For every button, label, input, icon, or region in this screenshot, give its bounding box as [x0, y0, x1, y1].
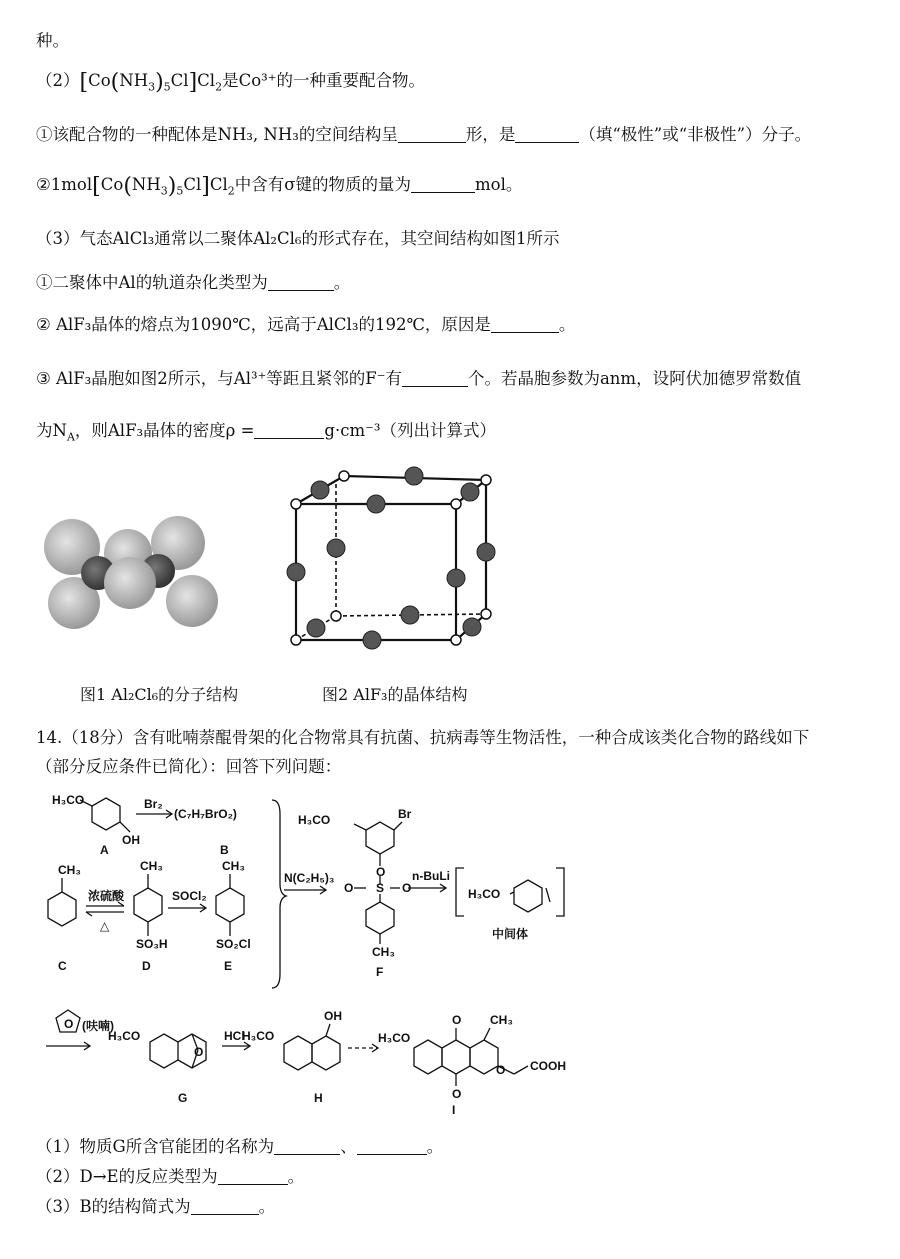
label-o: O	[496, 1063, 506, 1077]
label-so2cl: SO₂Cl	[216, 937, 251, 951]
cl-atom	[166, 575, 218, 627]
al-ion	[291, 499, 301, 509]
al-ion	[331, 611, 341, 621]
label-h3co: H₃CO	[242, 1029, 275, 1043]
label-o: O	[452, 1013, 462, 1027]
formula-part: Cl	[209, 175, 228, 194]
label-cooh: COOH	[530, 1059, 566, 1073]
answer-blank[interactable]	[411, 176, 475, 193]
label-br2: Br₂	[144, 797, 163, 811]
label-ch3: CH₃	[222, 859, 245, 873]
text: 。	[333, 273, 351, 292]
al-ion	[291, 635, 301, 645]
label-a: A	[100, 843, 109, 857]
text: 、	[340, 1137, 357, 1156]
formula-part: Cl	[183, 175, 202, 194]
answer-blank[interactable]	[357, 1138, 427, 1155]
synthesis-scheme	[36, 784, 596, 1124]
al-ion	[481, 609, 491, 619]
ring-g	[150, 1034, 178, 1068]
question-2-1-line	[36, 124, 811, 146]
label-d: D	[142, 959, 151, 973]
text: （1）物质G所含官能团的名称为	[36, 1137, 275, 1156]
f-ion	[405, 467, 423, 485]
text-line	[36, 30, 69, 52]
question-3-1-line	[36, 272, 350, 294]
label-intermediate: 中间体	[492, 927, 529, 941]
formula-sub: A	[66, 430, 75, 444]
text: 中含有σ键的物质的量为	[234, 175, 411, 194]
formula-part: Co	[88, 71, 111, 90]
formula-part: Co	[100, 175, 124, 194]
f-ion	[463, 618, 481, 636]
label-e: E	[224, 959, 233, 973]
label-h: H	[314, 1091, 323, 1105]
text: ①该配合物的一种配体是NH₃, NH₃的空间结构呈	[36, 125, 398, 144]
formula-sub: 2	[215, 80, 223, 94]
question-3-3-cont-line	[36, 420, 496, 448]
answer-blank[interactable]	[268, 274, 334, 291]
ring-h1	[284, 1036, 312, 1070]
label-hcl: HCl	[224, 1029, 245, 1043]
answer-blank[interactable]	[402, 370, 468, 387]
cl-atom	[104, 557, 156, 609]
label-h3co: H₃CO	[52, 793, 85, 807]
label-br: Br	[398, 807, 412, 821]
al-ion	[481, 475, 491, 485]
f-ion	[461, 483, 479, 501]
f-ion	[477, 543, 495, 561]
al-ion	[451, 635, 461, 645]
label-o: O	[402, 881, 412, 895]
ring-f1	[366, 822, 394, 854]
label-o: O	[344, 881, 354, 895]
text: 。	[258, 1197, 276, 1216]
formula-sub: 3	[160, 184, 168, 198]
question-2-2-line: $②1mol[Co(NH_3)_5Cl]Cl_2$中含有σ键的物质的量为 mol。	[36, 174, 523, 199]
answer-blank[interactable]	[254, 422, 324, 439]
label-ch3: CH₃	[58, 863, 81, 877]
label-h3co: H₃CO	[298, 813, 331, 827]
f-ion	[367, 495, 385, 513]
ring-i3	[470, 1040, 498, 1074]
formula-sub: 5	[176, 184, 184, 198]
f-ion	[447, 569, 465, 587]
label-ch3: CH₃	[372, 945, 395, 959]
label-oh: OH	[122, 833, 140, 847]
sub-question-1	[36, 1136, 443, 1158]
question-3-2-line	[36, 314, 575, 336]
f-ion	[311, 481, 329, 499]
question-3-line	[36, 228, 560, 250]
ring-e	[216, 888, 244, 922]
text: ②1mol	[36, 175, 93, 194]
text: ② AlF₃晶体的熔点为1090℃，远高于AlCl₃的192℃，原因是	[36, 315, 491, 334]
label-f: F	[376, 965, 384, 979]
answer-blank[interactable]	[274, 1138, 340, 1155]
label-ch3: CH₃	[140, 859, 163, 873]
text: 。	[558, 315, 576, 334]
label-c: C	[58, 959, 67, 973]
ring-c	[48, 892, 76, 926]
ring-f2	[366, 902, 394, 934]
text: （填“极性”或“非极性”）分子。	[579, 125, 812, 144]
ring-h2	[312, 1036, 340, 1070]
question-14-line	[36, 727, 809, 749]
answer-blank[interactable]	[398, 126, 466, 143]
label-o: O	[194, 1045, 204, 1059]
label-net3: N(C₂H₅)₃	[284, 871, 335, 885]
formula-part: NH	[131, 175, 161, 194]
al-ion	[451, 499, 461, 509]
label-ch3: CH₃	[490, 1013, 513, 1027]
formula-sub: 5	[163, 80, 171, 94]
f-ion	[287, 563, 305, 581]
label-socl2: SOCl₂	[172, 889, 207, 903]
label-n-buli: n-BuLi	[412, 869, 450, 883]
al-ion	[339, 471, 349, 481]
text: 。	[426, 1137, 444, 1156]
label-s: S	[376, 881, 385, 895]
question-14-line2	[36, 756, 341, 778]
label-oh: OH	[324, 1009, 342, 1023]
text: 为N	[36, 421, 67, 440]
label-o: O	[376, 865, 386, 879]
question-number: （2）	[36, 71, 80, 90]
text: （2）D→E的反应类型为	[36, 1167, 218, 1186]
question-3-3-line	[36, 368, 801, 390]
formula-sub: 2	[227, 184, 235, 198]
label-heat: △	[100, 919, 110, 933]
label-conc-h2so4: 浓硫酸	[88, 889, 125, 903]
answer-blank[interactable]	[491, 316, 559, 333]
text: 14.（18分）含有吡喃萘醌骨架的化合物常具有抗菌、抗病毒等生物活性，一种合成该类化合物的路线如下	[36, 728, 810, 747]
f-ion	[307, 619, 325, 637]
label-h3co: H₃CO	[468, 887, 501, 901]
answer-blank[interactable]	[191, 1198, 259, 1215]
label-h3co: H₃CO	[108, 1029, 141, 1043]
ring-d	[134, 888, 162, 922]
label-g: G	[178, 1091, 188, 1105]
text: 是Co³⁺的一种重要配合物。	[222, 71, 425, 90]
label-i: I	[452, 1103, 456, 1117]
answer-blank[interactable]	[515, 126, 579, 143]
formula-sub: 3	[148, 80, 156, 94]
label-so3h: SO₃H	[136, 937, 168, 951]
formula-part: Cl	[170, 71, 189, 90]
text: （3）气态AlCl₃通常以二聚体Al₂Cl₆的形式存在，其空间结构如图1所示	[36, 229, 560, 248]
label-o: O	[64, 1017, 74, 1031]
text: 个。若晶胞参数为anm，设阿伏加德罗常数值	[467, 369, 802, 388]
figure-2-alf3-cell	[280, 462, 500, 662]
figure-1-al2cl6	[36, 505, 226, 645]
text: ①二聚体中Al的轨道杂化类型为	[36, 273, 268, 292]
label-h3co: H₃CO	[378, 1031, 411, 1045]
text: g·cm⁻³（列出计算式）	[324, 421, 496, 440]
answer-blank[interactable]	[218, 1168, 288, 1185]
f-ion	[363, 631, 381, 649]
text: （3）B的结构简式为	[36, 1197, 191, 1216]
text: 。	[287, 1167, 305, 1186]
question-2-line: $(2)[Co(NH_3)_5Cl]Cl_2$是Co³⁺的一种重要配合物。	[36, 70, 425, 95]
label-b-formula: (C₇H₇BrO₂)	[174, 807, 237, 821]
text: ③ AlF₃晶胞如图2所示，与Al³⁺等距且紧邻的F⁻有	[36, 369, 402, 388]
text: mol。	[475, 175, 523, 194]
f-ion	[401, 606, 419, 624]
ring-i2	[442, 1040, 470, 1074]
ring-intermediate	[514, 880, 542, 912]
figure-1-caption: 图1 Al₂Cl₆的分子结构	[80, 685, 239, 704]
sub-question-2	[36, 1166, 304, 1188]
text: ，则AlF₃晶体的密度ρ =	[74, 421, 255, 440]
f-ion	[327, 539, 345, 557]
formula-part: Cl	[197, 71, 216, 90]
sub-question-3	[36, 1196, 275, 1218]
text: （部分反应条件已简化）：回答下列问题：	[36, 757, 342, 776]
text: 形，是	[465, 125, 516, 144]
text: 种。	[36, 31, 69, 50]
ring-i1	[414, 1040, 442, 1074]
figure-2-caption: 图2 AlF₃的晶体结构	[322, 685, 468, 704]
label-b: B	[220, 843, 229, 857]
label-o: O	[452, 1087, 462, 1101]
formula-part: NH	[119, 71, 149, 90]
ring-a	[92, 798, 120, 830]
label-furan: (呋喃)	[82, 1019, 114, 1033]
